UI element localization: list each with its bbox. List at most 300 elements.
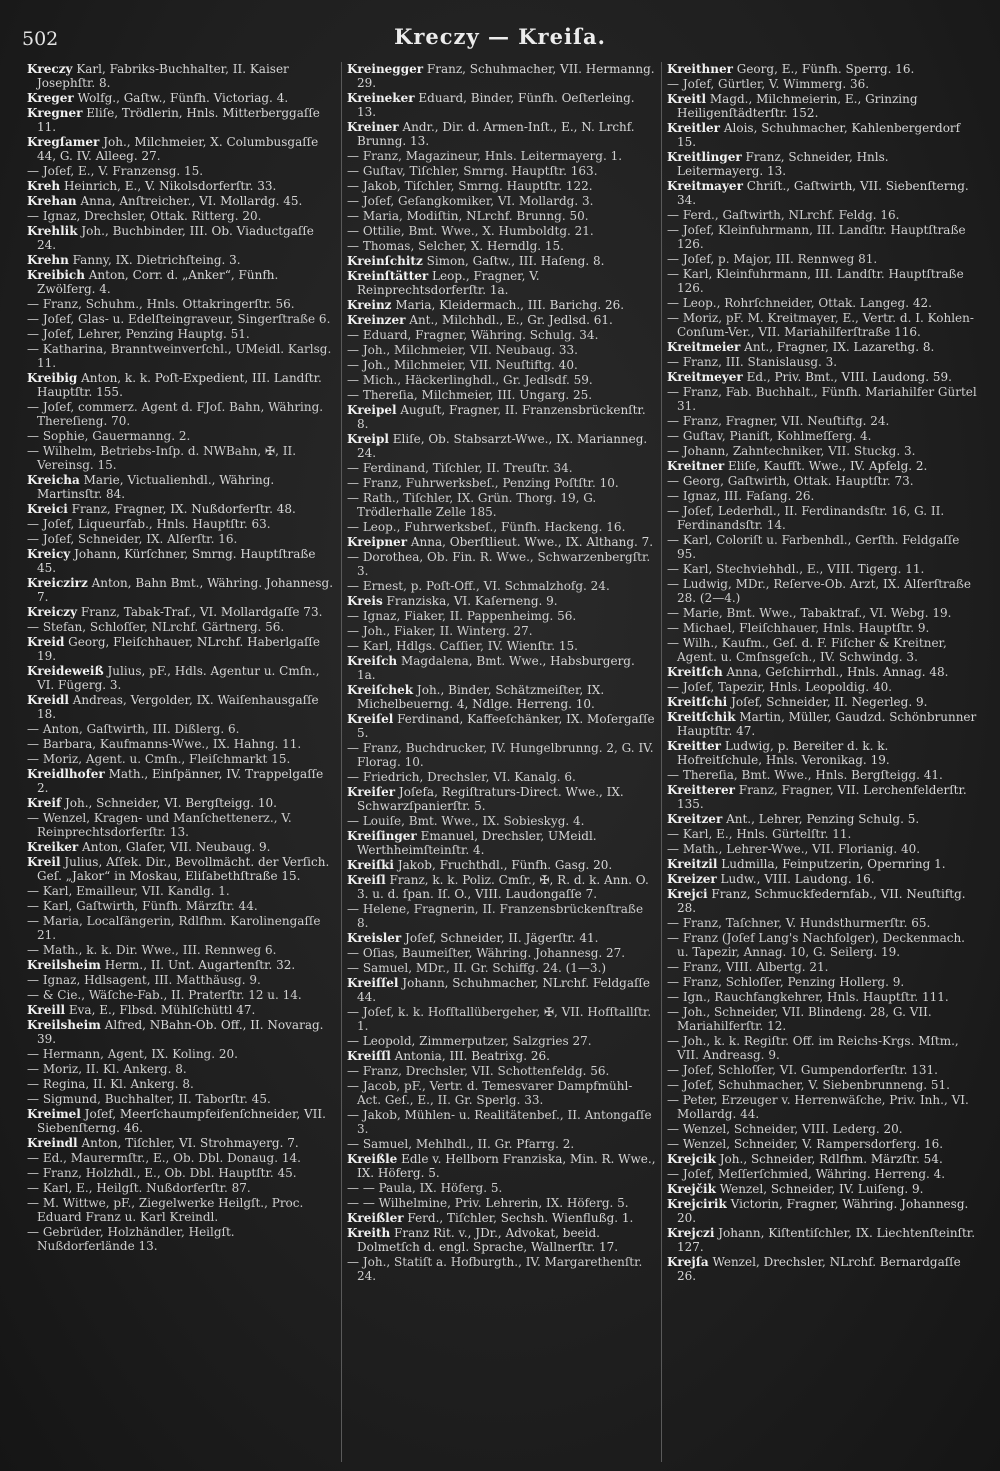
entry-surname: Kreitner xyxy=(667,459,725,473)
entry-surname: Kreipl xyxy=(347,432,389,446)
directory-entry xyxy=(667,768,977,782)
directory-entry xyxy=(27,1077,336,1091)
directory-entry xyxy=(27,429,336,443)
entry-details: — — Wilhelmine, Priv. Lehrerin, IX. Höferg. 5. xyxy=(347,1196,629,1210)
entry-details: Johann, Kiſtentiſchler, IX. Liechtenſteinſtr. 127. xyxy=(677,1226,976,1254)
directory-entry xyxy=(347,594,656,608)
entry-details: — Ign., Rauchfangkehrer, Hnls. Hauptſtr. 111. xyxy=(667,990,949,1004)
directory-entry xyxy=(27,164,336,178)
entry-details: Ferd., Tiſchler, Sechsh. Wienflußg. 1. xyxy=(407,1211,634,1225)
entry-surname: Kreinzer xyxy=(347,313,406,327)
directory-entry xyxy=(347,520,656,534)
entry-details: Franz, Fragner, IX. Nußdorferſtr. 48. xyxy=(71,502,296,516)
entry-details: — Joſef, Meſſerſchmied, Währing. Herreng. 4. xyxy=(667,1167,946,1181)
entry-details: — Ignaz, III. Faſang. 26. xyxy=(667,489,815,503)
directory-entry xyxy=(667,296,977,310)
directory-entry xyxy=(27,517,336,531)
entry-details: — Louiſe, Bmt. Wwe., IX. Sobieskyg. 4. xyxy=(347,814,585,828)
entry-details: — Helene, Fragnerin, II. Franzensbrückenſtraße 8. xyxy=(347,902,644,930)
directory-entry xyxy=(27,532,336,546)
directory-entry xyxy=(27,1092,336,1106)
entry-details: Franz Rit. v., JDr., Advokat, beeid. Dolmetſch d. engl. Sprache, Wallnerſtr. 17. xyxy=(357,1226,619,1254)
entry-surname: Krejci xyxy=(667,887,708,901)
directory-entry xyxy=(667,340,977,354)
directory-entry xyxy=(347,1137,656,1151)
entry-details: Emanuel, Drechsler, UMeidl. Werthheimſteinſtr. 4. xyxy=(357,829,597,857)
directory-entry xyxy=(667,311,977,339)
directory-entry xyxy=(347,1079,656,1107)
entry-details: — Franz, Holzhdl., E., Ob. Dbl. Hauptſtr. 45. xyxy=(27,1166,297,1180)
directory-entry xyxy=(347,491,656,519)
directory-entry xyxy=(667,783,977,811)
directory-entry xyxy=(27,973,336,987)
entry-details: — Jakob, Tiſchler, Smrng. Hauptſtr. 122. xyxy=(347,179,593,193)
column-3 xyxy=(662,62,982,1462)
entry-details: Joh., Schneider, Rdlfhm. Märzſtr. 54. xyxy=(719,1152,943,1166)
directory-entry xyxy=(667,150,977,178)
entry-details: — Joſef, Tapezir, Hnls. Leopoldig. 40. xyxy=(667,680,893,694)
entry-details: Ed., Priv. Bmt., VIII. Laudong. 59. xyxy=(746,370,952,384)
directory-entry xyxy=(347,149,656,163)
entry-surname: Kreitterer xyxy=(667,783,735,797)
directory-entry xyxy=(27,1047,336,1061)
entry-details: Julius, pF., Hdls. Agentur u. Cmſn., VI. Fügerg. 3. xyxy=(37,664,320,692)
directory-entry xyxy=(667,577,977,605)
entry-details: — Joſef, Lederhdl., II. Ferdinandsſtr. 16, G. II. Ferdinandsſtr. 14. xyxy=(667,504,945,532)
entry-details: Leop., Fragner, V. Reinprechtsdorferſtr. 1a. xyxy=(357,269,540,297)
entry-surname: Kreideweiß xyxy=(27,664,104,678)
entry-surname: Kreil xyxy=(27,855,61,869)
entry-details: — Peter, Erzeuger v. Herrenwäſche, Priv. Inh., VI. Mollardg. 44. xyxy=(667,1093,969,1121)
directory-entry xyxy=(667,887,977,915)
directory-entry xyxy=(347,609,656,623)
entry-surname: Kreith xyxy=(347,1226,391,1240)
entry-details: — Leop., Fuhrwerksbeſ., Fünfh. Hackeng. 16. xyxy=(347,520,626,534)
directory-entry xyxy=(347,1034,656,1048)
entry-details: — Wenzel, Schneider, V. Rampersdorferg. 16. xyxy=(667,1137,944,1151)
entry-details: Joh., Milchmeier, X. Columbusgaſſe 44, G. IV. Alleeg. 27. xyxy=(37,135,319,163)
directory-entry xyxy=(347,550,656,578)
entry-details: Franziska, VI. Kaſerneng. 9. xyxy=(386,594,558,608)
entry-surname: Kreinſchitz xyxy=(347,254,423,268)
entry-details: Ludw., VIII. Laudong. 16. xyxy=(720,872,875,886)
directory-entry xyxy=(347,358,656,372)
directory-entry xyxy=(667,385,977,413)
directory-entry xyxy=(347,328,656,342)
directory-entry xyxy=(27,605,336,619)
entry-surname: Kreiſinger xyxy=(347,829,417,843)
running-head: Kreczy — Kreiſa. xyxy=(394,24,606,49)
directory-entry xyxy=(27,106,336,134)
entry-surname: Kreidlhofer xyxy=(27,767,105,781)
directory-entry xyxy=(667,1078,977,1092)
entry-details: — Ludwig, MDr., Reſerve-Ob. Arzt, IX. Alſerſtraße 28. (2—4.) xyxy=(667,577,972,605)
entry-details: Eliſe, Ob. Stabsarzt-Wwe., IX. Mariannеg. 24. xyxy=(357,432,648,460)
entry-details: Franz, Schuhmacher, VII. Hermanng. 29. xyxy=(357,62,655,90)
entry-details: — Math., Lehrer-Wwe., VII. Florianig. 40. xyxy=(667,842,921,856)
directory-entry xyxy=(347,179,656,193)
entry-details: Alfred, NBahn-Ob. Off., II. Novarag. 39. xyxy=(37,1018,324,1046)
entry-details: — Ignaz, Drechsler, Ottak. Ritterg. 20. xyxy=(27,209,262,223)
entry-details: — Franz, Fragner, VII. Neuſtiftg. 24. xyxy=(667,414,890,428)
entry-details: Julius, Aſſek. Dir., Bevollmächt. der Verſich. Geſ. „Jakor“ in Moskau, Eliſabethſtraße 15. xyxy=(37,855,330,883)
entry-surname: Kreitſchi xyxy=(667,695,728,709)
entry-details: — Moriz, Agent. u. Cmſn., Fleiſchmarkt 15. xyxy=(27,752,291,766)
entry-details: Joſefa, Regiſtraturs-Direct. Wwe., IX. Schwarzſpanierſtr. 5. xyxy=(357,785,624,813)
directory-entry xyxy=(347,873,656,901)
entry-surname: Kreiſer xyxy=(347,785,396,799)
entry-details: Joh., Schneider, VI. Bergſteigg. 10. xyxy=(64,796,277,810)
entry-details: — Sophie, Gauermanng. 2. xyxy=(27,429,191,443)
entry-details: Chriſt., Gaſtwirth, VII. Siebenſterng. 34. xyxy=(677,179,969,207)
entry-details: Fanny, IX. Dietrichſteing. 3. xyxy=(72,253,241,267)
directory-entry xyxy=(347,902,656,930)
entry-surname: Kregner xyxy=(27,106,83,120)
entry-surname: Kreithner xyxy=(667,62,733,76)
entry-details: Jakob, Fruchthdl., Fünfh. Gasg. 20. xyxy=(397,858,613,872)
directory-entry xyxy=(27,811,336,839)
entry-details: Anna, Oberſtlieut. Wwe., IX. Althang. 7. xyxy=(410,535,654,549)
entry-surname: Kreilsheim xyxy=(27,958,101,972)
entry-details: Anton, Bahn Bmt., Währing. Johannesg. 7. xyxy=(37,576,334,604)
entry-details: Marie, Victualienhdl., Währing. Martinsſtr. 84. xyxy=(37,473,275,501)
entry-details: — Joſef, Kleinfuhrmann, III. Landſtr. Hauptſtraße 126. xyxy=(667,223,966,251)
entry-details: Heinrich, E., V. Nikolsdorferſtr. 33. xyxy=(63,179,277,193)
entry-details: — Ignaz, Fiaker, II. Pappenheimg. 56. xyxy=(347,609,577,623)
entry-details: — Ferd., Gaſtwirth, NLrchf. Feldg. 16. xyxy=(667,208,900,222)
directory-entry xyxy=(667,252,977,266)
directory-entry xyxy=(347,388,656,402)
directory-entry xyxy=(27,371,336,399)
entry-details: Karl, Fabriks-Buchhalter, II. Kaiser Josephſtr. 8. xyxy=(37,62,289,90)
entry-details: — Wilhelm, Betriebs-Inſp. d. NWBahn, ✠, II. Vereinsg. 15. xyxy=(27,444,297,472)
directory-entry xyxy=(667,680,977,694)
entry-details: Magd., Milchmeierin, E., Grinzing Heiligenſtädterſtr. 152. xyxy=(677,92,918,120)
directory-entry xyxy=(667,92,977,120)
entry-surname: Kreitler xyxy=(667,121,721,135)
entry-surname: Krehan xyxy=(27,194,77,208)
entry-details: — Franz, VIII. Albertg. 21. xyxy=(667,960,829,974)
directory-entry xyxy=(667,1197,977,1225)
directory-entry xyxy=(27,473,336,501)
entry-details: — Friedrich, Drechsler, VI. Kanalg. 6. xyxy=(347,770,576,784)
entry-details: Johann, Kürſchner, Smrng. Hauptſtraße 45. xyxy=(37,547,316,575)
directory-entry xyxy=(667,62,977,76)
entry-surname: Kreitl xyxy=(667,92,707,106)
entry-details: — Joh., Schneider, VII. Blindeng. 28, G. VII. Mariahilferſtr. 12. xyxy=(667,1005,932,1033)
entry-details: Wenzel, Drechsler, NLrchf. Bernardgaſſe 26. xyxy=(677,1255,961,1283)
directory-entry xyxy=(667,960,977,974)
entry-surname: Kreicha xyxy=(27,473,80,487)
directory-entry xyxy=(667,1063,977,1077)
entry-surname: Kreizer xyxy=(667,872,717,886)
directory-entry xyxy=(667,1122,977,1136)
entry-details: — Joſef, k. k. Hofſtallübergeher, ✠, VII. Hofſtallſtr. 1. xyxy=(347,1005,652,1033)
entry-surname: Kreill xyxy=(27,1003,66,1017)
entry-surname: Kreitlinger xyxy=(667,150,742,164)
entry-details: Joh., Buchbinder, III. Ob. Viaductgaſſe 24. xyxy=(37,224,314,252)
entry-details: — Franz, Fuhrwerksbeſ., Penzing Poſtſtr. 10. xyxy=(347,476,619,490)
directory-entry xyxy=(347,403,656,431)
directory-entry xyxy=(27,502,336,516)
entry-surname: Krehlik xyxy=(27,224,78,238)
entry-surname: Krejſa xyxy=(667,1255,709,1269)
entry-details: — Joſef, Schuhmacher, V. Siebenbrunneng. 51. xyxy=(667,1078,950,1092)
entry-surname: Kreidl xyxy=(27,693,69,707)
directory-entry xyxy=(27,1151,336,1165)
entry-details: Eliſe, Trödlerin, Hnls. Mitterberggaſſe 11. xyxy=(37,106,320,134)
directory-entry xyxy=(667,1167,977,1181)
entry-surname: Kreißle xyxy=(347,1152,398,1166)
entry-details: — Joſef, E., V. Franzensg. 15. xyxy=(27,164,204,178)
directory-entry xyxy=(667,414,977,428)
entry-details: — Joſef, Lehrer, Penzing Hauptg. 51. xyxy=(27,327,250,341)
entry-details: — Leopold, Zimmerputzer, Salzgries 27. xyxy=(347,1034,592,1048)
entry-details: — Franz, Buchdrucker, IV. Hungelbrunng. 2, G. IV. Florag. 10. xyxy=(347,741,654,769)
directory-entry xyxy=(27,855,336,883)
directory-entry xyxy=(347,639,656,653)
directory-entry xyxy=(27,840,336,854)
entry-details: Alois, Schuhmacher, Kahlenbergerdorf 15. xyxy=(677,121,961,149)
directory-entry xyxy=(27,576,336,604)
entry-details: Eliſe, Kaufſt. Wwe., IV. Apfelg. 2. xyxy=(728,459,928,473)
entry-surname: Kreitſch xyxy=(667,665,723,679)
directory-entry xyxy=(667,208,977,222)
directory-entry xyxy=(667,842,977,856)
directory-entry xyxy=(667,444,977,458)
directory-entry xyxy=(347,164,656,178)
entry-details: — Thomas, Selcher, X. Herndlg. 15. xyxy=(347,239,564,253)
entry-surname: Kreitzer xyxy=(667,812,723,826)
directory-entry xyxy=(667,621,977,635)
directory-entry xyxy=(347,712,656,740)
entry-details: Joſef, Schneider, II. Negerleg. 9. xyxy=(731,695,928,709)
entry-details: Simon, Gaſtw., III. Haſeng. 8. xyxy=(426,254,605,268)
entry-details: — Franz, Drechsler, VII. Schottenfeldg. 56. xyxy=(347,1064,610,1078)
entry-surname: Kreibig xyxy=(27,371,78,385)
entry-surname: Kreis xyxy=(347,594,383,608)
entry-details: — Ed., Maurermſtr., E., Ob. Dbl. Donaug. 14. xyxy=(27,1151,301,1165)
directory-entry xyxy=(347,298,656,312)
entry-details: — Karl, E., Hnls. Gürtelſtr. 11. xyxy=(667,827,852,841)
directory-entry xyxy=(27,884,336,898)
directory-entry xyxy=(27,722,336,736)
entry-details: — Franz, III. Stanislausg. 3. xyxy=(667,355,838,369)
entry-details: Andreas, Vergolder, IX. Waiſenhausgaſſe 18. xyxy=(37,693,319,721)
directory-entry xyxy=(347,120,656,148)
entry-details: Franz, k. k. Poliz. Cmſr., ✠, R. d. k. Ann. O. 3. u. d. ſpan. Iſ. O., VIII. Laudongaſſe 7. xyxy=(357,873,649,901)
entry-details: — Franz, Magazineur, Hnls. Leitermayerg. 1. xyxy=(347,149,623,163)
entry-surname: Kreger xyxy=(27,91,74,105)
directory-entry xyxy=(347,579,656,593)
entry-surname: Kreisler xyxy=(347,931,402,945)
directory-entry xyxy=(667,1182,977,1196)
directory-entry xyxy=(347,1211,656,1225)
directory-entry xyxy=(347,1196,656,1210)
entry-details: — M. Wittwe, pF., Ziegelwerke Heilgſt., Proc. Eduard Franz u. Karl Kreindl. xyxy=(27,1196,304,1224)
entry-details: — Moriz, pF. M. Kreitmayer, E., Vertr. d. I. Kohlen-Conſum-Ver., VII. Mariahilferſtraße 116. xyxy=(667,311,974,339)
entry-details: — Joſef, Geſangkomiker, VI. Mollardg. 3. xyxy=(347,194,594,208)
directory-entry xyxy=(667,474,977,488)
entry-details: — Karl, E., Heilgſt. Nußdorferſtr. 87. xyxy=(27,1181,251,1195)
entry-details: — & Cie., Wäſche-Fab., II. Praterſtr. 12 u. 14. xyxy=(27,988,302,1002)
entry-details: — Moriz, II. Kl. Ankerg. 8. xyxy=(27,1062,187,1076)
directory-entry xyxy=(667,429,977,443)
directory-entry xyxy=(27,635,336,663)
entry-details: — Karl, Gaſtwirth, Fünfh. Märzſtr. 44. xyxy=(27,899,258,913)
entry-details: — Joſef, Schneider, IX. Alſerſtr. 16. xyxy=(27,532,238,546)
entry-details: — Dorothea, Ob. Fin. R. Wwe., Schwarzenbergſtr. 3. xyxy=(347,550,651,578)
entry-details: Herm., II. Unt. Augartenſtr. 32. xyxy=(104,958,296,972)
directory-entry xyxy=(667,1034,977,1062)
entry-details: — Franz, Schloſſer, Penzing Hollerg. 9. xyxy=(667,975,905,989)
entry-details: — Leop., Rohrſchneider, Ottak. Langeg. 42. xyxy=(667,296,932,310)
directory-entry xyxy=(667,812,977,826)
entry-details: — Joh., Fiaker, II. Winterg. 27. xyxy=(347,624,533,638)
entry-details: — Sigmund, Buchhalter, II. Taborſtr. 45. xyxy=(27,1092,271,1106)
directory-entry xyxy=(27,91,336,105)
entry-details: Anton, k. k. Poſt-Expedient, III. Landſtr. Hauptſtr. 155. xyxy=(37,371,322,399)
directory-entry xyxy=(347,785,656,813)
entry-surname: Kreid xyxy=(27,635,65,649)
entry-details: — Wilh., Kaufm., Geſ. d. F. Fiſcher & Kreitner, Agent. u. Cmſnsgeſch., IV. Schwindg. 3. xyxy=(667,636,947,664)
entry-surname: Kreiſch xyxy=(347,654,398,668)
directory-entry xyxy=(667,665,977,679)
directory-entry xyxy=(347,1064,656,1078)
directory-entry xyxy=(667,1152,977,1166)
entry-details: — Thereſia, Bmt. Wwe., Hnls. Bergſteigg. 41. xyxy=(667,768,943,782)
entry-surname: Kreindl xyxy=(27,1136,78,1150)
entry-details: — Ignaz, Hdlsagent, III. Matthäusg. 9. xyxy=(27,973,261,987)
entry-details: Auguſt, Fragner, II. Franzensbrückenſtr. 8. xyxy=(357,403,646,431)
entry-surname: Kreiſſl xyxy=(347,1049,391,1063)
entry-details: Anton, Glaſer, VII. Neubaug. 9. xyxy=(82,840,271,854)
directory-entry xyxy=(667,916,977,930)
entry-surname: Kreczy xyxy=(27,62,73,76)
directory-entry xyxy=(347,741,656,769)
directory-entry xyxy=(27,547,336,575)
directory-entry xyxy=(667,267,977,295)
directory-entry xyxy=(27,664,336,692)
entry-surname: Kreilsheim xyxy=(27,1018,101,1032)
directory-entry xyxy=(27,988,336,1002)
entry-details: — Franz (Joſef Lang's Nachfolger), Deckenmach. u. Tapezir, Annag. 10, G. Seilerg. 19. xyxy=(667,931,965,959)
directory-entry xyxy=(667,533,977,561)
entry-details: — Anton, Gaſtwirth, III. Dißlerg. 6. xyxy=(27,722,240,736)
entry-details: Joſef, Meerſchaumpfeifenſchneider, VII. Siebenſterng. 46. xyxy=(37,1107,326,1135)
directory-entry xyxy=(27,737,336,751)
entry-details: — Guſtav, Pianiſt, Kohlmeſſerg. 4. xyxy=(667,429,872,443)
entry-details: — Jacob, pF., Vertr. d. Temesvarer Dampfmühl-Act. Geſ., E., II. Gr. Sperlg. 33. xyxy=(347,1079,633,1107)
directory-entry xyxy=(667,489,977,503)
entry-details: Anna, Geſchirrhdl., Hnls. Annag. 48. xyxy=(726,665,949,679)
entry-surname: Kreitmeyer xyxy=(667,370,743,384)
entry-surname: Kregſamer xyxy=(27,135,100,149)
entry-details: — Katharina, Branntweinverſchl., UMeidl. Karlsg. 11. xyxy=(27,342,332,370)
entry-details: — Karl, Coloriſt u. Farbenhdl., Gerſth. Feldgaſſe 95. xyxy=(667,533,960,561)
entry-details: — Eduard, Fragner, Währing. Schulg. 34. xyxy=(347,328,599,342)
directory-entry xyxy=(27,209,336,223)
directory-entry xyxy=(667,827,977,841)
entry-details: Wenzel, Schneider, IV. Luiſeng. 9. xyxy=(719,1182,924,1196)
entry-details: — Rath., Tiſchler, IX. Grün. Thorg. 19, G. Trödlerhalle Zelle 185. xyxy=(347,491,597,519)
entry-details: Anna, Anſtreicher., VI. Mollardg. 45. xyxy=(80,194,303,208)
entry-details: — Joſef, Liqueurfab., Hnls. Hauptſtr. 63. xyxy=(27,517,271,531)
entry-details: — Joſef, Glas- u. Edelſteingraveur, Singerſtraße 6. xyxy=(27,312,331,326)
entry-surname: Krejczi xyxy=(667,1226,715,1240)
directory-entry xyxy=(27,1166,336,1180)
entry-details: — Joh., k. k. Regiſtr. Off. im Reichs-Krgs. Mſtm., VII. Andreasg. 9. xyxy=(667,1034,959,1062)
directory-entry xyxy=(27,752,336,766)
entry-details: — Ernest, p. Poſt-Off., VI. Schmalzhofg. 24. xyxy=(347,579,610,593)
directory-entry xyxy=(667,179,977,207)
entry-surname: Kreif xyxy=(27,796,62,810)
directory-entry xyxy=(27,400,336,428)
entry-surname: Kreitmeier xyxy=(667,340,741,354)
entry-surname: Kreitſchik xyxy=(667,710,736,724)
directory-entry xyxy=(347,814,656,828)
directory-entry xyxy=(347,654,656,682)
directory-entry xyxy=(667,1137,977,1151)
entry-details: — Ottilie, Bmt. Wwe., X. Humboldtg. 21. xyxy=(347,224,594,238)
directory-entry xyxy=(667,1255,977,1283)
entry-surname: Kreibich xyxy=(27,268,85,282)
entry-details: Ludwig, p. Bereiter d. k. k. Hofreitſchule, Hnls. Veronikag. 19. xyxy=(677,739,890,767)
directory-entry xyxy=(667,223,977,251)
directory-entry xyxy=(347,683,656,711)
directory-entry xyxy=(27,796,336,810)
entry-details: Edle v. Hellborn Franziska, Min. R. Wwe., IX. Höferg. 5. xyxy=(357,1152,656,1180)
directory-entry xyxy=(667,562,977,576)
entry-surname: Kreimel xyxy=(27,1107,81,1121)
directory-entry xyxy=(347,476,656,490)
directory-entry xyxy=(27,767,336,795)
entry-details: Martin, Müller, Gaudzd. Schönbrunner Hauptſtr. 47. xyxy=(677,710,977,738)
entry-details: Anton, Corr. d. „Anker“, Fünfh. Zwölferg. 4. xyxy=(37,268,279,296)
directory-entry xyxy=(27,943,336,957)
entry-details: — Joh., Milchmeier, VII. Neubaug. 33. xyxy=(347,343,578,357)
entry-surname: Kreici xyxy=(27,502,68,516)
directory-entry xyxy=(347,91,656,119)
entry-details: Ant., Fragner, IX. Lazarethg. 8. xyxy=(744,340,935,354)
directory-entry xyxy=(27,444,336,472)
entry-details: — Joſef, Schloſſer, VI. Gumpendorferſtr. 131. xyxy=(667,1063,938,1077)
directory-entry xyxy=(667,857,977,871)
directory-entry xyxy=(347,946,656,960)
directory-entry xyxy=(347,254,656,268)
directory-entry xyxy=(27,342,336,370)
directory-entry xyxy=(27,693,336,721)
entry-details: — Georg, Gaſtwirth, Ottak. Hauptſtr. 73. xyxy=(667,474,914,488)
directory-entry xyxy=(667,1226,977,1254)
directory-entry xyxy=(347,976,656,1004)
entry-surname: Kreinegger xyxy=(347,62,424,76)
entry-details: Ferdinand, Kaffeeſchänker, IX. Moſergaſſe 5. xyxy=(357,712,655,740)
entry-details: Georg, E., Fünfh. Sperrg. 16. xyxy=(736,62,915,76)
directory-entry xyxy=(27,194,336,208)
entry-details: — Joh., Statiſt a. Hofburgth., IV. Margarethenſtr. 24. xyxy=(347,1255,643,1283)
directory-entry xyxy=(347,1049,656,1063)
directory-entry xyxy=(667,695,977,709)
entry-details: Andr., Dir. d. Armen-Inſt., E., N. Lrchf. Brunng. 13. xyxy=(357,120,635,148)
entry-details: — Johann, Zahntechniker, VII. Stuckg. 3. xyxy=(667,444,916,458)
entry-surname: Kreiſſel xyxy=(347,976,399,990)
entry-details: Magdalena, Bmt. Wwe., Habsburgerg. 1a. xyxy=(357,654,635,682)
directory-entry xyxy=(27,620,336,634)
entry-details: — Gebrüder, Holzhändler, Heilgſt. Nußdorferlände 13. xyxy=(27,1225,235,1253)
entry-details: — Michael, Fleiſchhauer, Hnls. Hauptſtr. 9. xyxy=(667,621,930,635)
entry-details: Victorin, Fragner, Währing. Johannesg. 20. xyxy=(677,1197,969,1225)
